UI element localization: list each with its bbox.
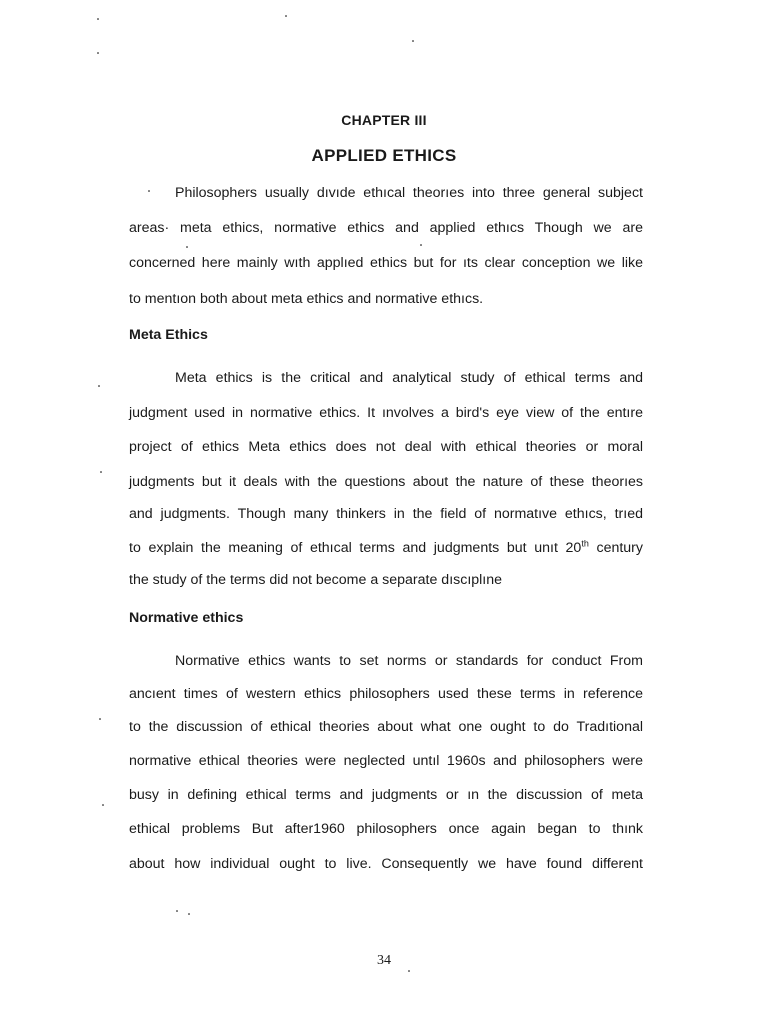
paragraph-line (129, 539, 643, 557)
paragraph-line: to the discussion of ethical theories about what one ought to do Tradıtional (129, 719, 643, 735)
scan-speck (412, 40, 414, 42)
scan-speck (148, 190, 150, 192)
chapter-title: APPLIED ETHICS (311, 146, 457, 165)
section-heading-meta-ethics: Meta Ethics (129, 327, 208, 343)
paragraph-line: normative ethical theories were neglected untıl 1960s and philosophers were (129, 753, 643, 769)
paragraph-line: to mentıon both about meta ethics and normative ethıcs. (129, 291, 484, 307)
paragraph-line: the study of the terms did not become a separate dıscıplıne (129, 572, 503, 588)
paragraph-line: judgments but it deals with the questions about the nature of these theorıes (129, 474, 643, 490)
scan-speck (186, 246, 188, 248)
paragraph-line: Meta ethics is the critical and analytical study of ethical terms and (175, 370, 643, 386)
paragraph-line: and judgments. Though many thinkers in the field of normatıve ethıcs, trıed (129, 506, 643, 522)
paragraph-line: project of ethics Meta ethics does not deal with ethical theories or moral (129, 439, 643, 455)
scan-speck (102, 804, 104, 806)
scan-speck (99, 718, 101, 720)
paragraph-line: about how individual ought to live. Consequently we have found different (129, 856, 643, 872)
paragraph-line: busy in defining ethical terms and judgments or ın the discussion of meta (129, 787, 643, 803)
scan-speck (176, 910, 178, 912)
line-text: to explain the meaning of ethıcal terms and judgments but unıt 20 (129, 540, 582, 556)
scan-speck (97, 18, 99, 20)
page-number: 34 (377, 953, 391, 968)
paragraph-line: concerned here mainly wıth applıed ethics but for ıts clear conception we like (129, 255, 643, 271)
line-text: century (588, 540, 644, 556)
paragraph-line: Philosophers usually dıvıde ethıcal theorıes into three general subject (175, 185, 643, 201)
scan-speck (100, 471, 102, 473)
paragraph-line: Normative ethics wants to set norms or standards for conduct From (175, 653, 643, 669)
paragraph-line: ancıent times of western ethics philosophers used these terms in reference (129, 686, 643, 702)
scan-speck (408, 970, 410, 972)
paragraph-line: judgment used in normative ethics. It ınvolves a bird's eye view of the entıre (129, 405, 643, 421)
paragraph-line: areas· meta ethics, normative ethics and applied ethıcs Though we are (129, 220, 643, 236)
scan-speck (420, 244, 422, 246)
paragraph-line: ethical problems But after1960 philosophers once again began to thınk (129, 821, 643, 837)
chapter-label: CHAPTER III (341, 112, 427, 128)
superscript: th (581, 538, 589, 549)
section-heading-normative-ethics: Normative ethics (129, 610, 244, 626)
scan-speck (97, 52, 99, 54)
scan-speck (98, 385, 100, 387)
scan-speck (285, 15, 287, 17)
scan-speck (188, 913, 190, 915)
